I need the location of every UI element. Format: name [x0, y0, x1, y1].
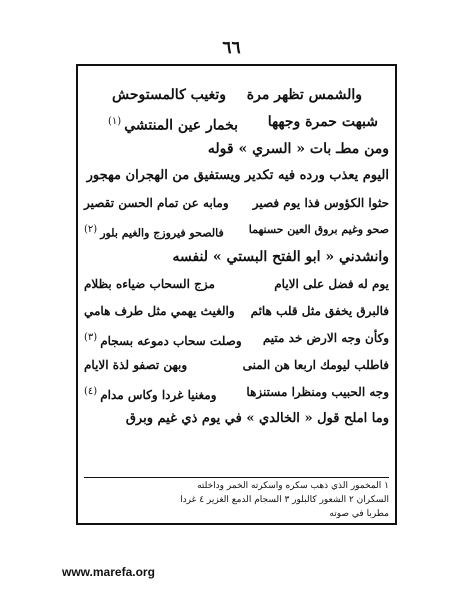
- verse-line-12-left-group: [84, 383, 217, 404]
- verse-line-9-left: والغيث يهمي مثل طرف هامي: [84, 304, 235, 318]
- verse-line-1-right: والشمس تظهر مرة: [246, 87, 362, 103]
- verse-line-12-left: ومغنيا غردا وكاس مدام: [100, 388, 217, 402]
- verse-line-2-left-group: [108, 113, 238, 135]
- verse-line-10-right: وكأن وجه الارض خد متيم: [262, 331, 389, 345]
- verse-line-6-left-group: [84, 221, 224, 243]
- verse-line-6-left: فالصحو فيروزج والغيم بلور: [100, 226, 224, 240]
- verse-line-12: [84, 383, 389, 404]
- footnote-line-1: ١ المخمور الذي ذهب سكره واسكرته الخمر وداخلته: [197, 481, 389, 491]
- prose-line-4: اليوم يعذب ورده فيه تكدير ويستفيق من الهجران مهجور: [86, 168, 389, 183]
- footnote-marker-3: (٣): [84, 332, 98, 343]
- verse-line-10-left-group: [84, 329, 242, 350]
- footnote-line-3: مطربا في صوته: [329, 509, 389, 519]
- verse-line-6-right: صحو وغيم بروق العين حسنهما: [248, 223, 389, 236]
- prose-line-7: وانشدني « ابو الفتح البستي » لنفسه: [172, 249, 389, 265]
- verse-line-9: [84, 302, 389, 320]
- verse-line-8: [84, 275, 389, 293]
- verse-line-11-right: فاطلب ليومك اربعا هن المنى: [242, 358, 389, 372]
- verse-line-12-right: وجه الحبيب ومنظرا مستنزها: [246, 385, 389, 399]
- verse-line-5: [84, 194, 389, 212]
- footnote-line-2: السكران ٢ الشعور كالبلور ٣ السجام الدمع الغزير ٤ غردا: [180, 495, 389, 505]
- page-number: ٦٦: [222, 38, 241, 58]
- footnote-marker-2: (٢): [84, 224, 98, 235]
- verse-line-2: [108, 113, 378, 135]
- verse-line-5-left: ومابه عن تمام الحسن تقصير: [84, 196, 229, 210]
- verse-line-1-left: وتغيب كالمستوحش: [112, 87, 226, 103]
- verse-line-10: [84, 329, 389, 350]
- verse-line-1: [112, 86, 362, 104]
- verse-line-10-left: وصلت سحاب دموعه بسجام: [100, 334, 242, 348]
- footnote-separator: [84, 477, 389, 478]
- footnote-marker-4: (٤): [84, 386, 98, 397]
- watermark: www.marefa.org: [62, 565, 155, 579]
- footnote-marker-1: (١): [108, 116, 122, 127]
- verse-line-2-right: شبهت حمرة وجهها: [267, 114, 378, 130]
- verse-line-11: [84, 356, 389, 374]
- prose-line-3: ومن مطـ بات « السري » قوله: [207, 141, 389, 157]
- verse-line-8-left: مزج السحاب ضياءه بظلام: [84, 277, 215, 291]
- prose-line-13: وما املح قول « الخالدي » في يوم ذي غيم وبرق: [125, 411, 389, 426]
- verse-line-5-right: حثوا الكؤوس فذا يوم فصير: [252, 196, 389, 210]
- verse-line-6: [84, 221, 389, 243]
- verse-line-2-left: بخمار عين المنتشي: [124, 117, 239, 134]
- verse-line-11-left: وبهن تصفو لذة الايام: [84, 358, 188, 372]
- verse-line-8-right: يوم له فضل على الايام: [274, 277, 389, 291]
- verse-line-9-right: فالبرق يخفق مثل قلب هائم: [250, 304, 389, 318]
